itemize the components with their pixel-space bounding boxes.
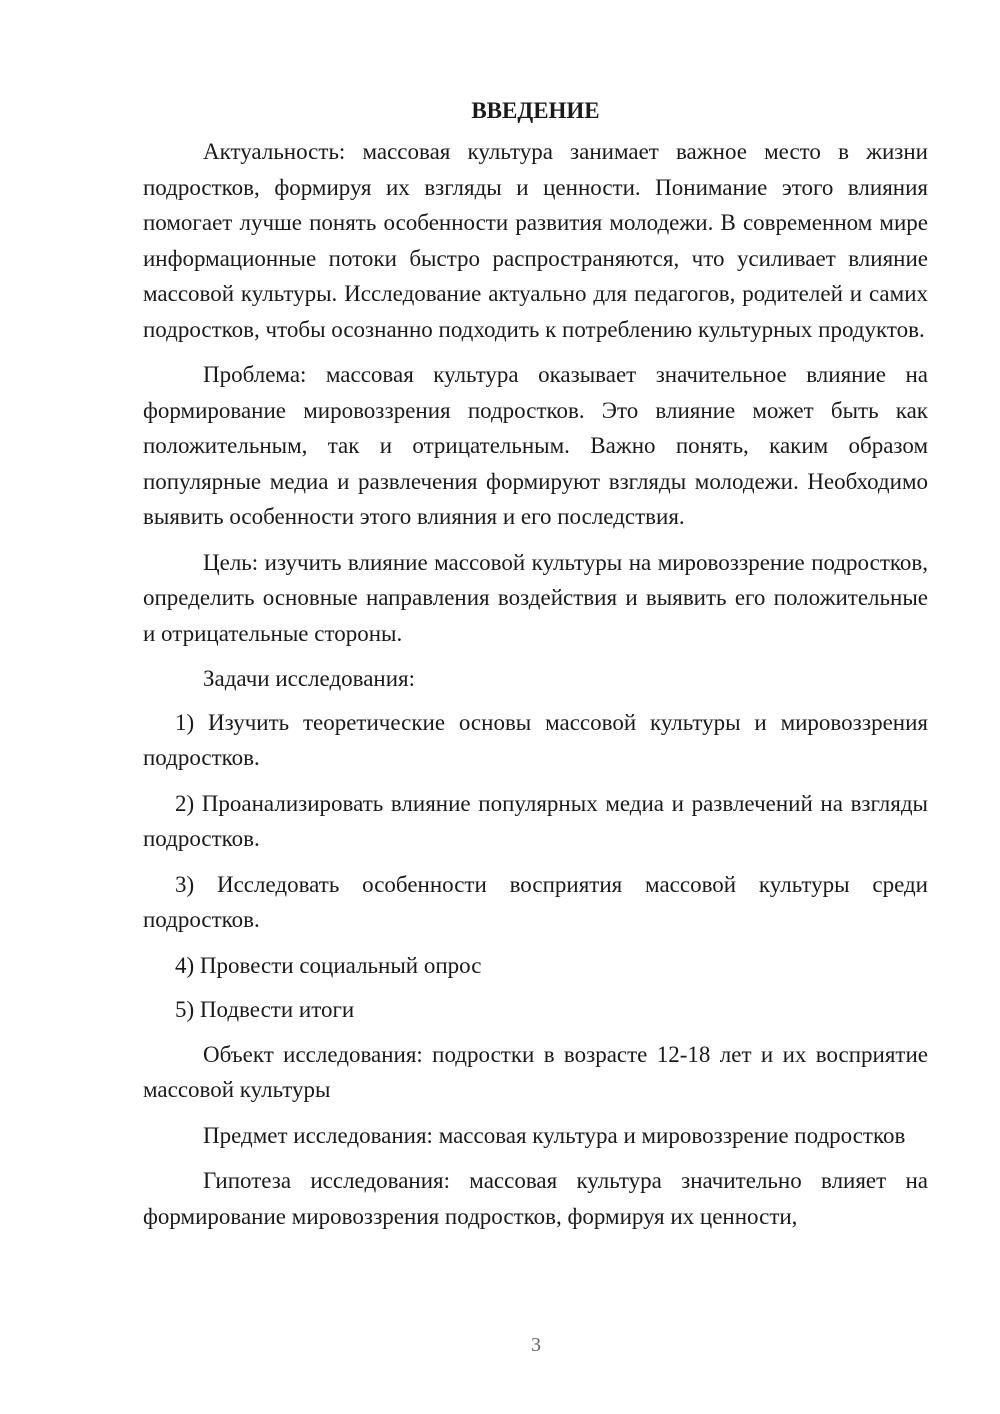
task-item-4: 4) Провести социальный опрос bbox=[175, 952, 482, 978]
task-item-2: 2) Проанализировать влияние популярных медиа и развлечений на взгляды подростков. bbox=[143, 790, 928, 851]
page-number: 3 bbox=[531, 1334, 541, 1356]
task-item-1: 1) Изучить теоретические основы массовой культуры и мировоззрения подростков. bbox=[143, 709, 928, 770]
task-item-5: 5) Подвести итоги bbox=[175, 997, 355, 1022]
goal-paragraph: Цель: изучить влияние массовой культуры на мировоззрение подростков, определить основные направления воздействия и выявить его положительные и отрицательные стороны. bbox=[143, 549, 928, 646]
tasks-heading: Задачи исследования: bbox=[203, 666, 416, 691]
subject-paragraph: Предмет исследования: массовая культура и мировоззрение подростков bbox=[203, 1122, 906, 1148]
hypothesis-paragraph: Гипотеза исследования: массовая культура значительно влияет на формирование мировоззрения подростков, формируя их ценности, bbox=[143, 1168, 928, 1229]
page-content bbox=[143, 96, 928, 1244]
relevance-paragraph: Актуальность: массовая культура занимает важное место в жизни подростков, формируя их взгляды и ценности. Понимание этого влияния помогает лучше понять особенности развития молодежи. В современном мире информационные потоки быстро распространяются, что усиливает влияние массовой культуры. Исследование актуально для педагогов, родителей и самих подростков, чтобы осознанно подходить к потреблению культурных продуктов. bbox=[143, 139, 928, 342]
section-title: ВВЕДЕНИЕ bbox=[471, 98, 600, 123]
problem-paragraph: Проблема: массовая культура оказывает значительное влияние на формирование мировоззрения подростков. Это влияние может быть как положительным, так и отрицательным. Важно понять, каким образом популярные медиа и развлечения формируют взгляды молодежи. Необходимо выявить особенности этого влияния и его последствия. bbox=[143, 362, 928, 529]
object-paragraph: Объект исследования: подростки в возрасте 12-18 лет и их восприятие массовой культуры bbox=[143, 1041, 928, 1102]
task-item-3: 3) Исследовать особенности восприятия массовой культуры среди подростков. bbox=[143, 871, 928, 932]
